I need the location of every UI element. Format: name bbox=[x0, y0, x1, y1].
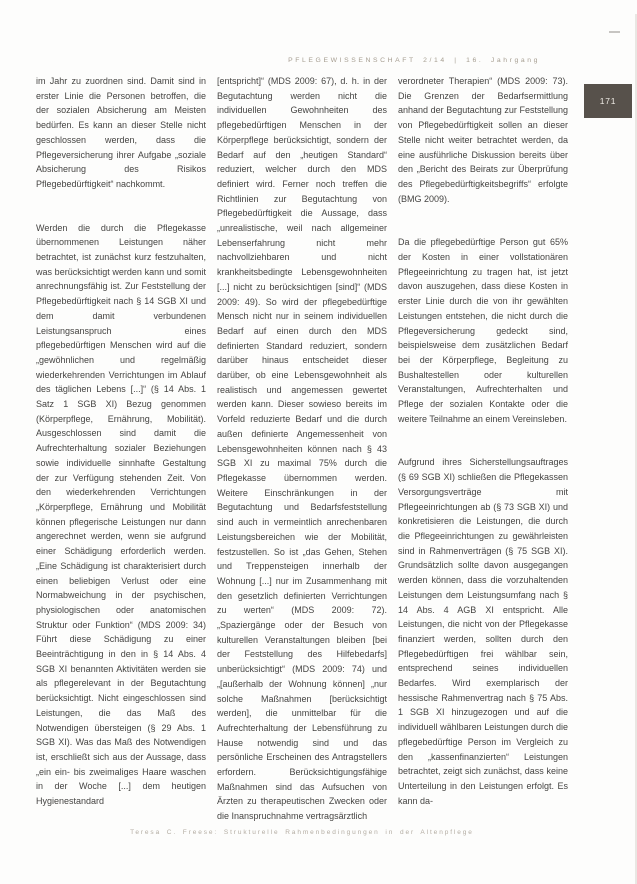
column-middle bbox=[217, 74, 387, 824]
page-number-badge bbox=[584, 84, 632, 118]
article-body bbox=[36, 74, 568, 824]
paragraph: Werden die durch die Pflegekasse übernommenen Leistungen näher betrachtet, ist zunächst kurz festzuhalten, was berücksichtigt werden kann und somit anrechnungsfähig ist. Zur Feststellung der Pflegebedürftigkeit nach § 14 SGB XI und dem damit verbundenen Leistungsanspruch eines pflegebedürftigen Menschen wird auf die „gewöhnlichen und regelmäßig wiederkehrenden Verrichtungen im Ablauf des täglichen Lebens [...]“ (§ 14 Abs. 1 Satz 1 SGB XI) Bezug genommen (Körperpflege, Ernährung, Mobilität). Ausgeschlossen sind damit die Aufrechterhaltung sozialer Beziehungen sowie individuelle sinnhafte Gestaltung der zur Verfügung stehenden Zeit. Von den wiederkehrenden Verrichtungen „Körperpflege, Ernährung und Mobilität können pflegerische Leistungen nur dann angerechnet werden, wenn sie aufgrund einer Schädigung erforderlich werden. „Eine Schädigung ist charakterisiert durch einen beliebigen Verlust oder eine Normabweichung in der psychischen, physiologischen oder anatomischen Struktur oder Funktion“ (MDS 2009: 34) Führt diese Schädigung zu einer Beeinträchtigung in den in § 14 Abs. 4 SGB XI benannten Aktivitäten werden sie als pflegerelevant in der Begutachtung berücksichtigt. Nicht eingeschlossen sind Leistungen, die das Maß des Notwendigen übersteigen (§ 29 Abs. 1 SGB XI). Was das Maß des Notwendigen ist, erschließt sich aus der Aussage, dass „ein ein- bis zweimaliges Haare waschen in der Woche [...] dem heutigen Hygienestandard bbox=[36, 222, 206, 807]
page-number: 171 bbox=[599, 96, 617, 106]
running-footer: Teresa C. Freese: Strukturelle Rahmenbedingungen in der Altenpflege bbox=[130, 829, 474, 836]
paragraph: Aufgrund ihres Sicherstellungsauftrages (§ 69 SGB XI) schließen die Pflegekassen Versorgungsverträge mit Pflegeeinrichtungen ab (§ 73 SGB XI) und konkretisieren die Leistungen, die durch die Pflegeeinrichtungen zu gewährleisten sind in Rahmenverträgen (§ 75 SGB XI). Grundsätzlich sollte davon ausgegangen werden können, dass die vorzuhaltenden Leistungen dem Leistungsumfang nach § 14 Abs. 4 AGB XI entspricht. Alle Leistungen, die nicht von der Pflegekasse finanziert werden, sollten durch den Pflegebedürftigen frei wählbar sein, entsprechend seines individuellen Bedarfes. Wird exemplarisch der hessische Rahmenvertrag nach § 75 Abs. 1 SGB XI hinzugezogen und auf die individuell wählbaren Leistungen durch die pflegebedürftige Person im Vergleich zu den „kassenfinanzierten“ Leistungen betrachtet, zeigt sich zunächst, dass keine Unterteilung in den Leistungen erfolgt. Es kann da- bbox=[398, 457, 568, 806]
column-left bbox=[36, 74, 206, 824]
column-right bbox=[398, 74, 568, 824]
paragraph: im Jahr zu zuordnen sind. Damit sind in erster Linie die Personen betroffen, die der sozialen Absicherung am Meisten bedürfen. Es kann an dieser Stelle nicht geschlossen werden, dass die Pflegeversicherung ihrer Aufgabe „soziale Absicherung des Risikos Pflegebedürftigkeit“ nachkommt. bbox=[36, 76, 206, 189]
journal-header-line: PFLEGEWISSENSCHAFT 2/14 | 16. Jahrgang bbox=[288, 57, 540, 64]
paragraph: Da die pflegebedürftige Person gut 65% der Kosten in einer vollstationären Pflegeeinrichtung zu tragen hat, ist jetzt davon auszugehen, dass diese Kosten in erster Linie durch die von ihr gewählten Leistungen entstehen, die nicht durch die Pflegeversicherung gedeckt sind, beispielsweise dem zusätzlichen Bedarf bei der Körperpflege, Begleitung zu Bushaltestellen oder kulturellen Veranstaltungen, Aufrechterhalten und Pflege der sozialen Kontakte oder die weitere Teilnahme an einem Vereinsleben. bbox=[398, 237, 568, 424]
corner-crop-mark bbox=[609, 26, 620, 33]
paragraph: verordneter Therapien“ (MDS 2009: 73). Die Grenzen der Bedarfsermittlung anhand der Begutachtung zur Feststellung von Pflegebedürftigkeit sollen an dieser Stelle nicht weiter betrachtet werden, da eine ausführliche Diskussion bereits über den „Bericht des Beirats zur Überprüfung des Pflegebedürftigkeitsbegriffs“ erfolgte (BMG 2009). bbox=[398, 76, 568, 204]
paragraph: [entspricht]“ (MDS 2009: 67), d. h. in der Begutachtung werden nicht die individuellen Gewohnheiten des pflegebedürftigen Menschen in der Körperpflege berücksichtigt, sondern der Bedarf auf den „heutigen Standard“ reduziert, welcher durch den MDS definiert wird. Ferner noch treffen die Richtlinien zur Begutachtung von Pflegebedürftigkeit die Aussage, dass „unrealistische, weil nach allgemeiner Lebenserfahrung nicht mehr nachvollziehbaren und nicht krankheitsbedingte Lebensgewohnheiten [...] nicht zu berücksichtigen [sind]“ (MDS 2009: 49). So wird der pflegebedürftige Mensch nicht nur in seinem individuellen Bedarf auf einen durch den MDS definierten Standard reduziert, sondern darüber hinaus entscheidet dieser darüber, ob eine Lebensgewohnheit als realistisch und angemessen gewertet werden kann. Dieser sowieso bereits im Vorfeld reduzierte Bedarf und die durch außen definierte Angemessenheit von Lebensgewohnheiten können nach § 43 SGB XI zu maximal 75% durch die Pflegekasse übernommen werden. Weitere Einschränkungen in der Begutachtung und Bedarfsfeststellung sind auch in vermeintlich anrechenbaren Leistungsbereichen wie der Mobilität, festzustellen. So ist „das Gehen, Stehen und Treppensteigen innerhalb der Wohnung [...] nur im Zusammenhang mit den gesetzlich definierten Verrichtungen zu werten“ (MDS 2009: 72). „Spaziergänge oder der Besuch von kulturellen Veranstaltungen bleiben [bei der Feststellung des Hilfebedarfs] unberücksichtigt“ (MDS 2009: 74) und „[außerhalb der Wohnung können] „nur solche Maßnahmen [berücksichtigt werden], die unmittelbar für die Aufrechterhaltung der Lebensführung zu Hause notwendig sind und das persönliche Erscheinen des Antragstellers erfordern. Berücksichtigungsfähige Maßnahmen sind das Aufsuchen von Ärzten zu therapeutischen Zwecken oder die Inanspruchnahme vertragsärztlich bbox=[217, 76, 387, 822]
